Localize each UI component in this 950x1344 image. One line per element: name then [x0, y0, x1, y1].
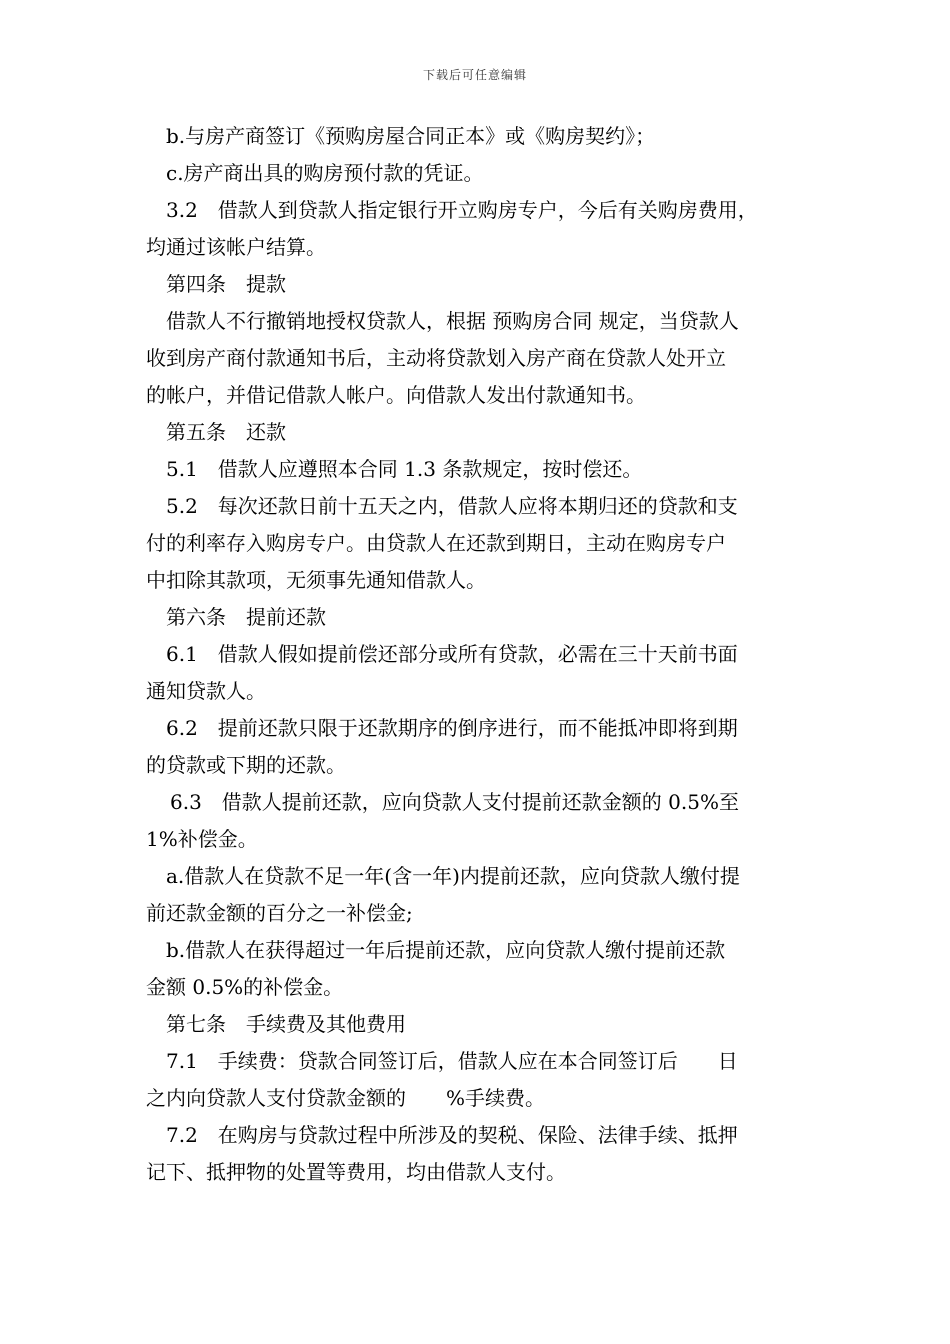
text-line: 第六条 提前还款 — [166, 605, 326, 629]
text-line: 1%补偿金。 — [146, 827, 258, 851]
text-line: 之内向贷款人支付贷款金额的 %手续费。 — [146, 1086, 546, 1110]
text-line: 的帐户，并借记借款人帐户。向借款人发出付款通知书。 — [146, 383, 646, 407]
text-line: 金额 0.5%的补偿金。 — [146, 975, 344, 999]
text-line: 借款人不行撤销地授权贷款人，根据 预购房合同 规定，当贷款人 — [166, 309, 739, 333]
text-line: 付的利率存入购房专户。由贷款人在还款到期日，主动在购房专户 — [146, 531, 726, 555]
text-line: 收到房产商付款通知书后，主动将贷款划入房产商在贷款人处开立 — [146, 346, 726, 370]
text-line: 的贷款或下期的还款。 — [146, 753, 346, 777]
text-line: 前还款金额的百分之一补偿金; — [146, 901, 413, 925]
text-line: a.借款人在贷款不足一年(含一年)内提前还款，应向贷款人缴付提 — [166, 864, 740, 888]
text-line: 通知贷款人。 — [146, 679, 266, 703]
text-line: c.房产商出具的购房预付款的凭证。 — [166, 161, 484, 185]
text-line: 第四条 提款 — [166, 272, 286, 296]
text-line: b.借款人在获得超过一年后提前还款，应向贷款人缴付提前还款 — [166, 938, 726, 962]
text-line: 3.2 借款人到贷款人指定银行开立购房专户，今后有关购房费用， — [166, 198, 758, 222]
text-line: 第五条 还款 — [166, 420, 286, 444]
text-line: 均通过该帐户结算。 — [146, 235, 326, 259]
text-line: 5.2 每次还款日前十五天之内，借款人应将本期归还的贷款和支 — [166, 494, 738, 518]
text-line: 5.1 借款人应遵照本合同 1.3 条款规定，按时偿还。 — [166, 457, 643, 481]
text-line: b.与房产商签订《预购房屋合同正本》或《购房契约》； — [166, 124, 656, 148]
text-line: 记下、抵押物的处置等费用，均由借款人支付。 — [146, 1160, 566, 1184]
document-body — [146, 118, 814, 1191]
text-line: 6.1 借款人假如提前偿还部分或所有贷款，必需在三十天前书面 — [166, 642, 738, 666]
text-line: 中扣除其款项，无须事先通知借款人。 — [146, 568, 486, 592]
text-line: 7.1 手续费：贷款合同签订后，借款人应在本合同签订后 日 — [166, 1049, 738, 1073]
text-line: 第七条 手续费及其他费用 — [166, 1012, 406, 1036]
text-line: 6.3 借款人提前还款，应向贷款人支付提前还款金额的 0.5%至 — [170, 790, 739, 814]
page-header: 下载后可任意编辑 — [422, 68, 527, 82]
text-line: 6.2 提前还款只限于还款期序的倒序进行，而不能抵冲即将到期 — [166, 716, 738, 740]
text-line: 7.2 在购房与贷款过程中所涉及的契税、保险、法律手续、抵押 — [166, 1123, 738, 1147]
